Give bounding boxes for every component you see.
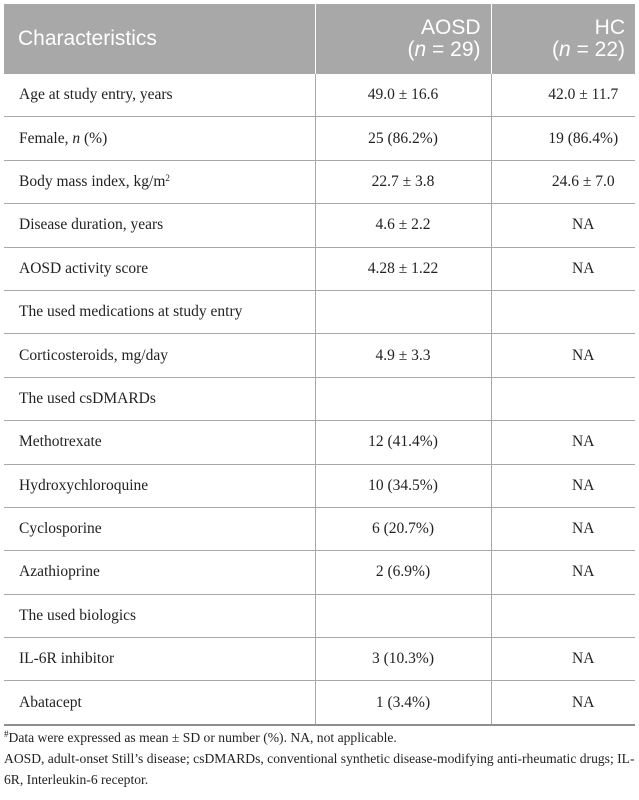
row-hc-value: NA (491, 681, 635, 725)
row-aosd-value: 4.28 ± 1.22 (315, 247, 491, 290)
row-label: Cyclosporine (4, 507, 315, 550)
table-row (4, 334, 635, 377)
row-hc-value: NA (491, 247, 635, 290)
row-aosd-value: 10 (34.5%) (315, 464, 491, 507)
row-label: Abatacept (4, 681, 315, 725)
table-row (4, 507, 635, 550)
row-aosd-value (315, 594, 491, 637)
header-aosd-n: (n = 29) (407, 38, 481, 61)
row-label: Female, n (%) (4, 117, 315, 160)
row-aosd-value: 1 (3.4%) (315, 681, 491, 725)
characteristics-table (4, 4, 635, 726)
table-row (4, 117, 635, 160)
row-label: Corticosteroids, mg/day (4, 334, 315, 377)
table-row (4, 551, 635, 594)
row-label: Body mass index, $kg/m^2$ (4, 160, 315, 203)
table-row (4, 74, 635, 117)
table-body (4, 74, 635, 725)
footnote-abbreviations: AOSD, adult-onset Still’s disease; csDMARDs, conventional synthetic disease-modifying anti-rheumatic drugs; IL-6R, Interleukin-6 receptor. (4, 751, 635, 787)
header-aosd (315, 4, 491, 74)
row-label: Methotrexate (4, 421, 315, 464)
row-hc-value: NA (491, 421, 635, 464)
row-hc-value (491, 594, 635, 637)
row-label: Azathioprine (4, 551, 315, 594)
row-hc-value: NA (491, 638, 635, 681)
characteristics-table-container (4, 4, 635, 726)
row-aosd-value: 4.9 ± 3.3 (315, 334, 491, 377)
row-hc-value (491, 377, 635, 420)
row-hc-value: NA (491, 334, 635, 377)
row-hc-value: NA (491, 507, 635, 550)
row-label: AOSD activity score (4, 247, 315, 290)
header-hc (491, 4, 635, 74)
header-aosd-label: AOSD (420, 16, 481, 39)
table-header (4, 4, 635, 74)
header-hc-n: (n = 22) (552, 38, 625, 61)
row-aosd-value (315, 377, 491, 420)
table-row (4, 421, 635, 464)
table-row-section (4, 594, 635, 637)
table-row (4, 160, 635, 203)
footnote-data-expression: #Data were expressed as mean ± SD or number (%). NA, not applicable. (4, 729, 397, 745)
row-hc-value: NA (491, 464, 635, 507)
row-label: The used biologics (4, 594, 315, 637)
table-row-section (4, 377, 635, 420)
row-hc-value: NA (491, 551, 635, 594)
row-hc-value: 19 (86.4%) (491, 117, 635, 160)
row-label: Disease duration, years (4, 204, 315, 247)
table-row (4, 638, 635, 681)
footnote-marker: # (4, 729, 9, 739)
table-row (4, 247, 635, 290)
row-aosd-value: 6 (20.7%) (315, 507, 491, 550)
row-label: Hydroxychloroquine (4, 464, 315, 507)
table-row-section (4, 290, 635, 333)
header-characteristics: Characteristics (4, 4, 315, 74)
row-label: Age at study entry, years (4, 74, 315, 117)
table-footnotes (4, 727, 635, 790)
row-aosd-value (315, 290, 491, 333)
row-aosd-value: 3 (10.3%) (315, 638, 491, 681)
row-label: The used csDMARDs (4, 377, 315, 420)
row-label: The used medications at study entry (4, 290, 315, 333)
row-aosd-value: 2 (6.9%) (315, 551, 491, 594)
row-hc-value: NA (491, 204, 635, 247)
header-hc-label: HC (594, 16, 625, 39)
table-row (4, 204, 635, 247)
row-aosd-value: 4.6 ± 2.2 (315, 204, 491, 247)
row-hc-value: 24.6 ± 7.0 (491, 160, 635, 203)
row-aosd-value: 12 (41.4%) (315, 421, 491, 464)
row-hc-value (491, 290, 635, 333)
row-aosd-value: 25 (86.2%) (315, 117, 491, 160)
table-row (4, 464, 635, 507)
table-row (4, 681, 635, 725)
row-hc-value: 42.0 ± 11.7 (491, 74, 635, 117)
row-aosd-value: 22.7 ± 3.8 (315, 160, 491, 203)
row-aosd-value: 49.0 ± 16.6 (315, 74, 491, 117)
header-row (4, 4, 635, 74)
row-label: IL-6R inhibitor (4, 638, 315, 681)
